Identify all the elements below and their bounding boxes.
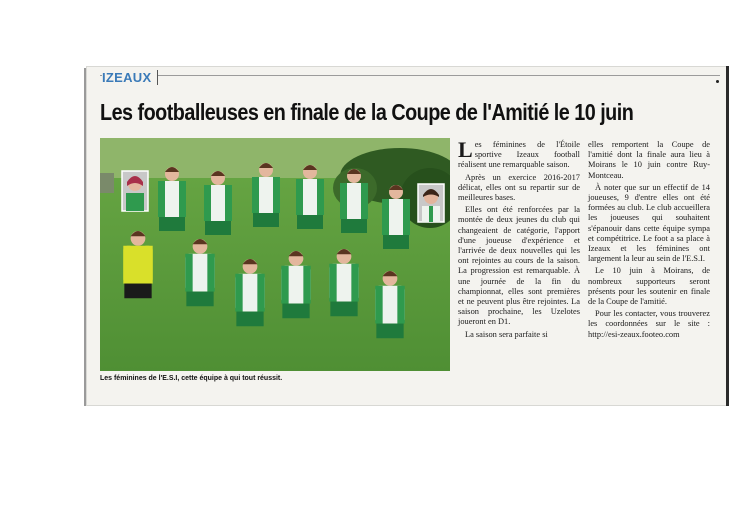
photo-caption: Les féminines de l'E.S.I, cette équipe à qui tout réussit. (100, 373, 283, 382)
paragraph: La saison sera parfaite si (465, 329, 548, 339)
section-tag: IZEAUX (102, 70, 158, 85)
paragraph: Pour les contacter, vous trouverez les coordonnées sur le site : http://esi-zeaux.footeo.com (588, 309, 710, 339)
clipping-right-edge (726, 66, 729, 406)
team-photo (100, 138, 450, 371)
speck (716, 80, 719, 83)
paragraph: Le 10 juin à Moirans, de nombreux supporteurs seront présents pour les soutenir en finale de la Coupe de l'amitié. (588, 266, 710, 307)
paragraph: Elles ont été renforcées par la montée de deux jeunes du club qui changeaient de catégorie, l'apport d'une joueuse d'expérience et l'arrivée de deux nouvelles qui les ont rejointes au cours de la saison. La progression est remarquable. À une journée de la fin du championnat, elles sont premières et ne peuvent plus être rejointes. La saison prochaine, les Uzelotes joueront en D1. (458, 205, 580, 327)
paragraph: À noter que sur un effectif de 14 joueuses, 9 d'entre elles ont été formées au club. Le club accueillera les joueuses qui souhaitent s'épanouir dans cette équipe sympa et compétitrice. Le foot a sa place à Izeaux et les féminines ont largement la leur au sein de l'E.S.I. (588, 182, 710, 264)
article-column-1 (458, 137, 580, 342)
top-rule (100, 75, 720, 76)
paragraph: L es féminines de l'Étoile sportive Izeaux football réalisent une remarquable saison. (458, 137, 580, 170)
newspaper-clipping (86, 66, 728, 406)
paragraph: elles remportent la Coupe de l'amitié dont la finale aura lieu à Moirans le 10 juin contre Ruy-Montceau. (588, 140, 710, 180)
headline: Les footballeuses en finale de la Coupe de l'Amitié le 10 juin (100, 99, 634, 125)
paragraph: Après un exercice 2016-2017 délicat, elles ont su repartir sur de meilleures bases. (458, 172, 580, 203)
drop-cap: L (458, 137, 473, 162)
article-column-2 (588, 140, 710, 342)
